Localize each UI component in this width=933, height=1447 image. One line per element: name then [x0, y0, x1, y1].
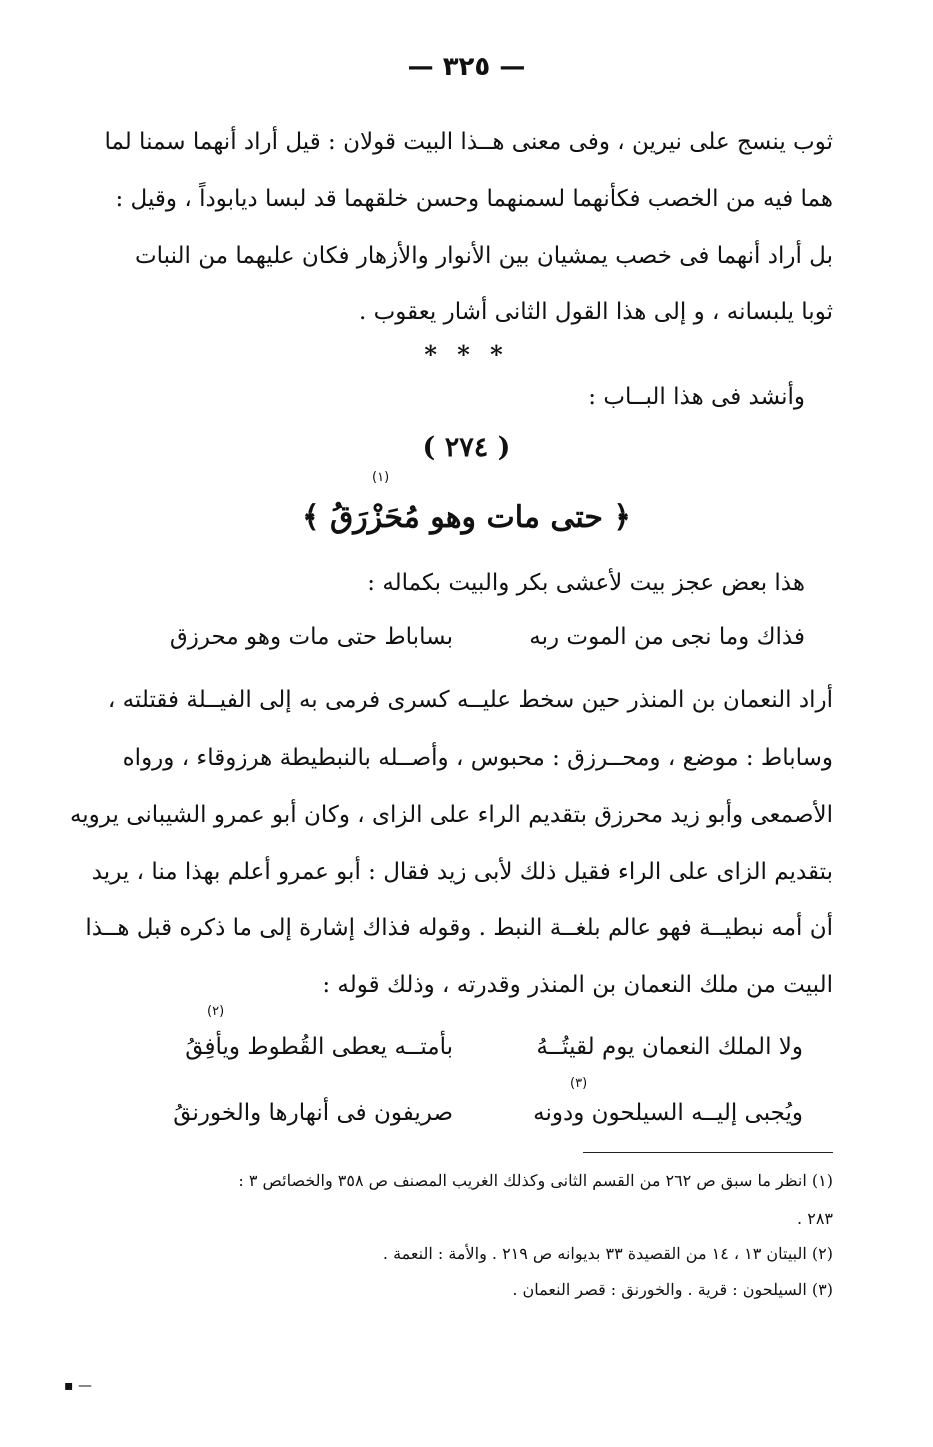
body-line: هما فيه من الخصب فكأنهما لسمنهما وحسن خلقهما قد لبسا ديابوداً ، وقيل :: [115, 186, 833, 212]
body-line: بتقديم الزاى على الراء فقيل ذلك لأبى زيد فقال : أبو عمرو أعلم بهذا منا ، يريد: [91, 859, 833, 885]
footnote-2: (٢) البيتان ١٣ ، ١٤ من القصيدة ٣٣ بديوانه ص ٢١٩ . والأمة : النعمة .: [382, 1244, 833, 1263]
body-line: وساباط : موضع ، ومحــرزق : محبوس ، وأصــله بالنبطيطة هرزوقاء ، ورواه: [122, 745, 833, 771]
body-line: ثوبا يلبسانه ، و إلى هذا القول الثانى أشار يعقوب .: [358, 299, 833, 325]
verse3-second-hemistich: صريفون فى أنهارها والخورنقُ: [173, 1100, 453, 1126]
verse2-first-hemistich: ولا الملك النعمان يوم لقيتُــهُ: [536, 1034, 803, 1060]
footnote-3: (٣) السيلحون : قرية . والخورنق : قصر النعمان .: [512, 1280, 833, 1299]
section-separator: * * *: [424, 340, 509, 369]
verse3-first-hemistich: ويُجبى إليــه السيلحون ودونه: [533, 1100, 803, 1126]
entry-title: ﴿ حتى مات وهو مُحَزْرَقُ ﴾: [302, 500, 631, 535]
footnote-1: (١) انظر ما سبق ص ٢٦٢ من القسم الثانى وكذلك الغريب المصنف ص ٣٥٨ والخصائص ٣ :: [238, 1171, 833, 1190]
entry-number: ( ٢٧٤ ): [422, 432, 511, 463]
corner-mark: ▪ —: [64, 1378, 92, 1394]
attribution-line: هذا بعض عجز بيت لأعشى بكر والبيت بكماله :: [367, 570, 805, 596]
verse1-second-hemistich: بساباط حتى مات وهو محرزق: [169, 624, 453, 650]
title-footnote-marker: (١): [372, 470, 390, 485]
verse2-second-hemistich: بأمتــه يعطى القُطوط ويأفِقُ: [185, 1034, 453, 1060]
body-line: الأصمعى وأبو زيد محرزق بتقديم الراء على الزاى ، وكان أبو عمرو الشيبانى يرويه: [69, 802, 833, 828]
verse3-footnote-marker: (٣): [570, 1076, 588, 1091]
verse1-first-hemistich: فذاك وما نجى من الموت ربه: [529, 624, 805, 650]
body-line: أراد النعمان بن المنذر حين سخط عليــه كسرى فرمى به إلى الفيــلة فقتلته ،: [107, 687, 833, 713]
footnote-1-continuation: ٢٨٣ .: [797, 1209, 833, 1228]
body-line: ثوب ينسج على نيرين ، وفى معنى هــذا البيت قولان : قيل أراد أنهما سمنا لما: [104, 129, 833, 155]
intro-line: وأنشد فى هذا البــاب :: [588, 384, 805, 410]
body-line: البيت من ملك النعمان بن المنذر وقدرته ، وذلك قوله :: [322, 972, 833, 998]
page-number: — ٣٢٥ —: [407, 52, 526, 82]
body-line: بل أراد أنهما فى خصب يمشيان بين الأنوار والأزهار فكان عليهما من النبات: [135, 243, 833, 269]
verse2-footnote-marker: (٢): [207, 1004, 225, 1019]
footnote-divider: [583, 1152, 833, 1153]
body-line: أن أمه نبطيــة فهو عالم بلغــة النبط . وقوله فذاك إشارة إلى ما ذكره قبل هــذا: [85, 915, 833, 941]
